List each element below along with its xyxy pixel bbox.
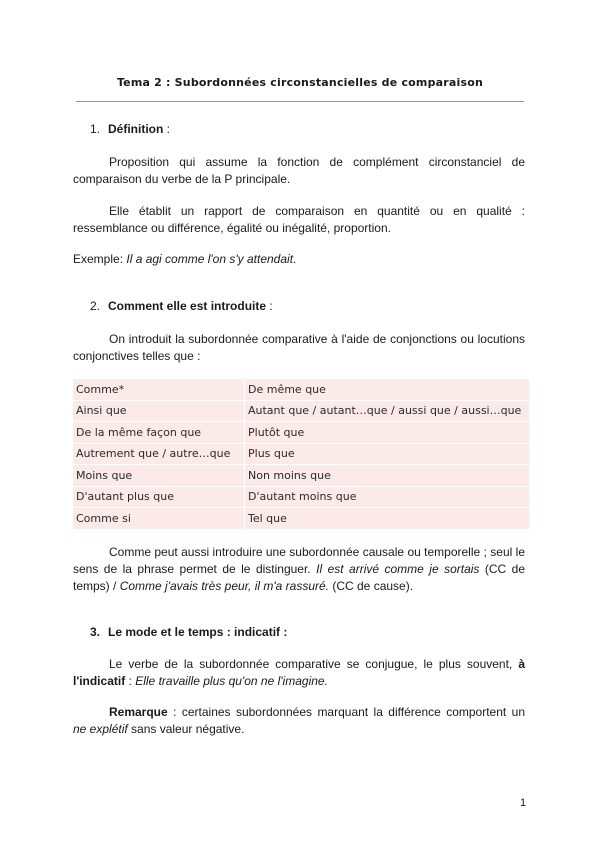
conjunction-left-cell: Ainsi que xyxy=(73,400,245,422)
conjunction-left-cell: Autrement que / autre…que xyxy=(73,443,245,465)
ne-expletif: ne explétif xyxy=(73,722,128,736)
conjunction-left-cell: D'autant plus que xyxy=(73,486,245,508)
introduction-paragraph: On introduit la subordonnée comparative à l'aide de conjonctions ou locutions conjonctives telles que : xyxy=(73,332,525,363)
conjunction-right-cell: De même que xyxy=(245,379,530,400)
causal-example: Comme j'avais très peur, il m'a rassuré. xyxy=(119,579,330,593)
definition-paragraph: Proposition qui assume la fonction de complément circonstanciel de comparaison du verbe de la P principale. xyxy=(73,155,525,186)
section-2-title: Comment elle est introduite xyxy=(108,299,267,313)
mode-paragraph: Le verbe de la subordonnée comparative se conjugue, le plus souvent, à l'indicatif : Elle travaille plus qu'on ne l'imagine. xyxy=(73,657,525,688)
conjunction-left-cell: Comme si xyxy=(73,508,245,530)
conjunction-right-cell: Non moins que xyxy=(245,465,530,487)
section-3-number: 3. xyxy=(90,625,101,639)
remark-label: Remarque xyxy=(109,705,168,719)
title-divider xyxy=(76,101,524,102)
conjunction-right-cell: Autant que / autant…que / aussi que / aussi…que xyxy=(245,400,530,422)
conjunction-right-cell: Tel que xyxy=(245,508,530,530)
conjunction-left-cell: Comme* xyxy=(73,379,245,400)
remark-paragraph: Remarque : certaines subordonnées marquant la différence comportent un ne explétif sans valeur négative. xyxy=(73,705,525,736)
table-row xyxy=(73,486,529,508)
relation-paragraph: Elle établit un rapport de comparaison en quantité ou en qualité : ressemblance ou différence, égalité ou inégalité, proportion. xyxy=(73,204,525,235)
temporal-example: Il est arrivé comme je sortais xyxy=(316,562,480,576)
mode-example: Elle travaille plus qu'on ne l'imagine. xyxy=(135,674,328,688)
conjunction-left-cell: De la même façon que xyxy=(73,422,245,444)
indicatif-emphasis: à l'indicatif xyxy=(73,657,525,688)
section-2-heading: 2. Comment elle est introduite : xyxy=(90,299,273,313)
comme-paragraph: Comme peut aussi introduire une subordonnée causale ou temporelle ; seul le sens de la phrase permet de le distinguer. Il est arrivé comme je sortais (CC de temps) / Comme j'avais très peur, il m'a rassuré. (CC de cause). xyxy=(73,545,526,593)
page-title: Tema 2 : Subordonnées circonstancielles de comparaison xyxy=(116,76,484,89)
conjunction-right-cell: Plutôt que xyxy=(245,422,530,444)
conjunction-right-cell: D'autant moins que xyxy=(245,486,530,508)
example-line: Exemple: Il a agi comme l'on s'y attendait. xyxy=(73,252,297,266)
section-1-heading: 1. Définition : xyxy=(90,122,170,136)
page-number: 1 xyxy=(520,797,527,809)
example-text: Il a agi comme l'on s'y attendait xyxy=(126,252,294,266)
table-row xyxy=(73,400,529,422)
section-3-title: Le mode et le temps : indicatif : xyxy=(108,625,288,639)
conjunction-left-cell: Moins que xyxy=(73,465,245,487)
section-1-title: Définition xyxy=(108,122,164,136)
section-2-number: 2. xyxy=(90,299,101,313)
table-row xyxy=(73,465,529,487)
table-row xyxy=(73,443,529,465)
conjunction-right-cell: Plus que xyxy=(245,443,530,465)
conjunctions-table xyxy=(73,379,529,530)
table-row xyxy=(73,379,529,400)
section-1-number: 1. xyxy=(90,122,101,136)
table-row xyxy=(73,422,529,444)
section-3-heading xyxy=(90,624,287,641)
table-row xyxy=(73,508,529,530)
